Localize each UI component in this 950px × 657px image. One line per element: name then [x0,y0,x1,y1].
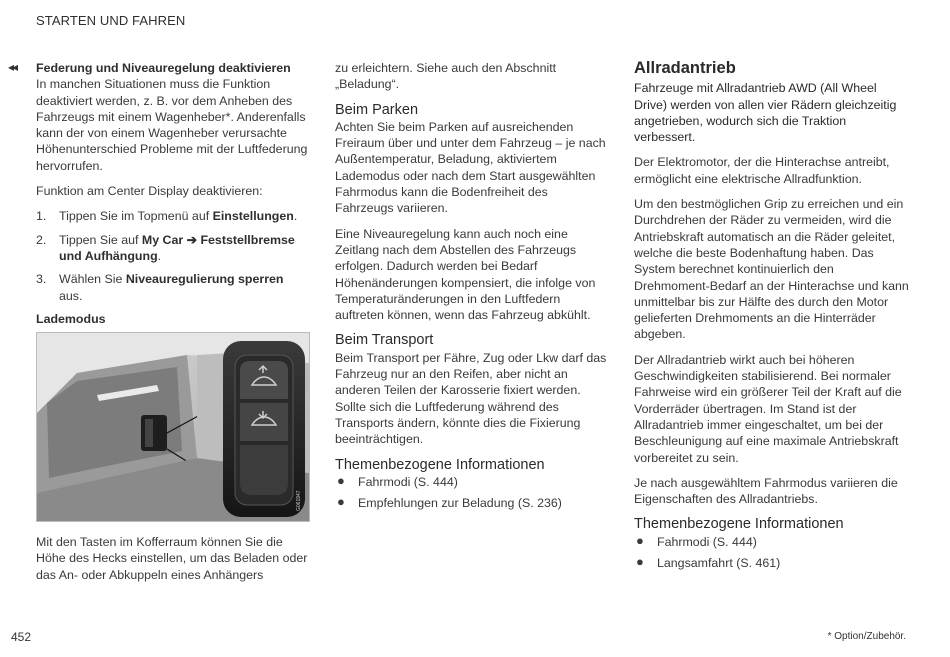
heading-related-info: Themenbezogene Informationen [335,456,545,473]
menu-path: Einstellungen [212,209,294,224]
step-item: 1. Tippen Sie im Topmenü auf Einstellungen. [36,209,298,224]
trunk-illustration [37,333,309,521]
steps-list [36,208,308,303]
heading-transport: Beim Transport [335,332,434,349]
related-list [335,474,607,512]
column-middle [335,60,607,516]
figure-code: G061947 [296,490,302,512]
bullet-icon: ● [636,554,644,570]
menu-path: Niveauregulierung sperren [125,272,284,287]
related-link[interactable]: ● Fahrmodi (S. 444) [636,532,757,549]
step-item: 3. Wählen Sie Niveauregulierung sperren aus. [36,272,284,303]
parking-paragraph-1: Achten Sie beim Parken auf ausreichenden Freiraum über und unter dem Fahrzeug – je nach Außentemperatur, Beladung, aktiviertem Lademodus oder nach dem Start ausgewählten Fahrmodus kann die Bodenfreiheit des Fahrzeugs variieren. [335,119,606,216]
bullet-icon: ● [337,494,345,510]
subheading-lademodus: Lademodus [36,311,106,326]
heading-allradantrieb: Allradantrieb [634,59,736,77]
back-arrows-icon[interactable]: ◂◂ [8,60,17,74]
heading-parking: Beim Parken [335,101,419,118]
intro-paragraph: Fahrzeuge mit Allradantrieb AWD (All Wheel Drive) werden von allen vier Rädern gleichzeitig angetrieben, wodurch sich die Traktion verbessert. [634,81,897,145]
paragraph: Um den bestmöglichen Grip zu erreichen und ein Durchdrehen der Räder zu vermeiden, wird die Antriebskraft automatisch an die Räder geleitet, welche die beste Bodenhaftung haben. Das System berechnet kontinuierlich den Drehmoment-Bedarf an der Hinterachse und kann unmittelbar bis zur Hälfte des durch den Motor gelieferten Drehmoments an die Hinterräder abgeben. [634,197,909,342]
bullet-icon: ● [337,472,345,488]
intro-paragraph: In manchen Situationen muss die Funktion deaktiviert werden, z. B. vor dem Anheben des Fahrzeugs mit einem Wagenheber*. Anderenfalls kann der von einem Wagenheber verursachte Höhenunterschied Probleme mit der Luftfederung hervorrufen. [36,77,308,173]
section-heading-deactivate: Federung und Niveauregelung deaktivieren [36,61,291,75]
column-left [36,60,308,592]
trunk-buttons-figure [36,332,310,522]
continuation-paragraph: zu erleichtern. Siehe auch den Abschnitt „Beladung“. [335,61,557,92]
bullet-icon: ● [636,532,644,548]
related-link[interactable]: ● Fahrmodi (S. 444) [337,472,458,489]
menu-path: My Car ➔ Feststellbremse und Aufhängung [59,232,295,263]
related-link[interactable]: ● Langsamfahrt (S. 461) [636,554,781,571]
lead-paragraph: Funktion am Center Display deaktivieren: [36,184,263,199]
footer-note: * Option/Zubehör. [827,631,906,642]
paragraph: Der Allradantrieb wirkt auch bei höheren Geschwindigkeiten stabilisierend. Bei normaler Fahrweise wird ein größerer Teil der Kraft auf die Vorderräder übertragen. Im Stand ist der Allradantrieb immer eingeschaltet, um bei der Beschleunigung auf eine maximale Antriebskraft vorbereitet zu sein. [634,352,902,465]
paragraph: Je nach ausgewähltem Fahrmodus variieren die Eigenschaften des Allradantriebs. [634,475,898,507]
parking-paragraph-2: Eine Niveauregelung kann auch noch eine Zeitlang nach dem Abstellen des Fahrzeugs erfolgen. Dadurch werden bei Bedarf Höhenänderungen kompensiert, die infolge von Temperaturänderungen in den Luftfedern auftreten können, wenn das Fahrzeug abkühlt. [335,226,596,323]
column-right [634,60,910,576]
page-number: 452 [11,630,32,644]
section-title: STARTEN UND FAHREN [36,13,186,28]
paragraph: Der Elektromotor, der die Hinterachse antreibt, ermöglicht eine elektrische Allradfunktion. [634,155,890,186]
related-link[interactable]: ● Empfehlungen zur Beladung (S. 236) [337,494,562,511]
transport-paragraph: Beim Transport per Fähre, Zug oder Lkw darf das Fahrzeug nur an den Reifen, aber nicht an anderen Teilen der Karosserie fixiert werden. Sollte sich die Luftfederung während des Transports ändern, könnte dies die Fixierung beeinträchtigen. [335,350,607,447]
heading-related-info: Themenbezogene Informationen [634,516,844,533]
step-item: 2. Tippen Sie auf My Car ➔ Feststellbremse und Aufhängung. [36,232,295,263]
related-list [634,534,910,572]
figure-caption: Mit den Tasten im Kofferraum können Sie die Höhe des Hecks einstellen, um das Beladen oder das An- oder Abkuppeln eines Anhängers [36,535,308,582]
